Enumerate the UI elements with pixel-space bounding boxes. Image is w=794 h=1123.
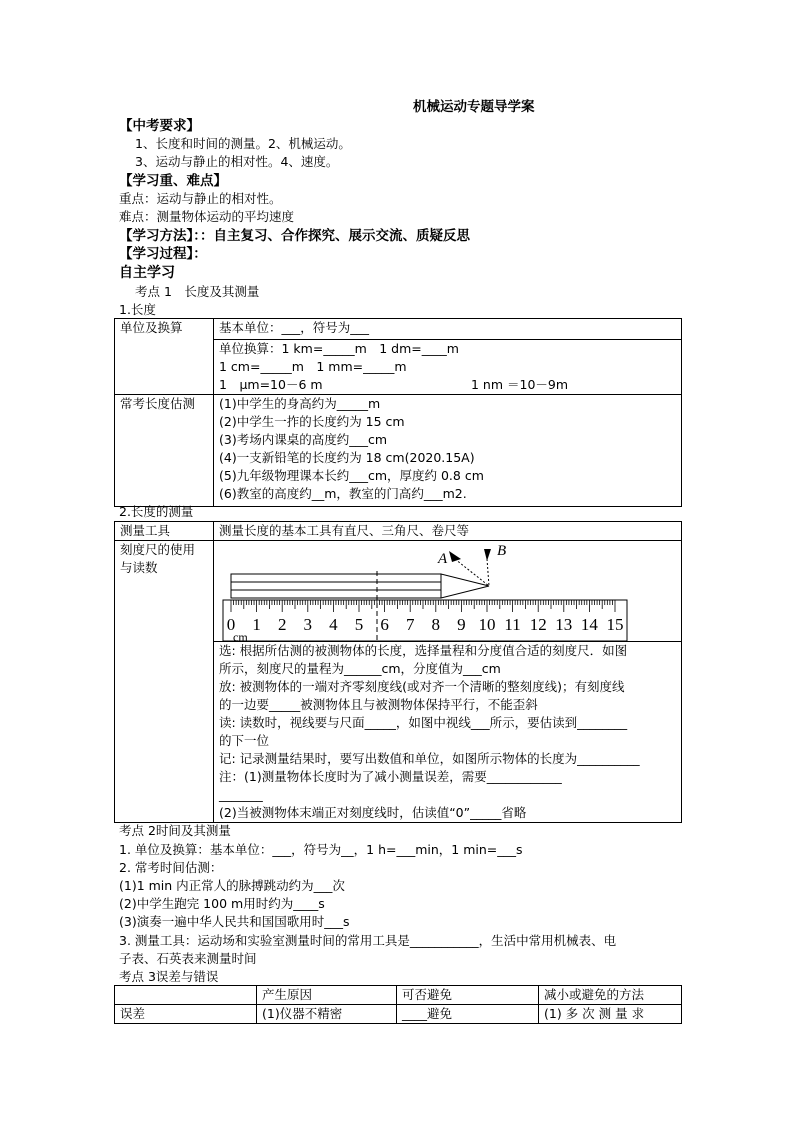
length-table [114,318,682,507]
text-line: 子表、石英表来测量时间 [119,951,257,966]
text-line: 注：(1)测量物体长度时为了减小测量误差，需要____________ [219,769,562,784]
ruler-number: 8 [431,615,441,634]
list-item: (5)九年级物理课本长约___cm，厚度约 0.8 cm [219,468,484,483]
table-cell: (1) 多 次 测 量 求 [539,1005,682,1024]
ruler-number: 14 [580,615,598,634]
ruler-unit: cm [233,630,248,641]
section-heading: 自主学习 [119,265,175,281]
text-line: 放: 被测物体的一端对齐零刻度线(或对齐一个清晰的整刻度线)；有刻度线 [219,679,625,694]
table-header: 可否避免 [397,986,539,1005]
section-heading: 【学习方法】：：自主复习、合作探究、展示交流、质疑反思 [119,228,470,244]
error-table [114,985,682,1024]
list-item: (6)教室的高度约__m，教室的门高约___m2. [219,486,467,501]
eye-a-icon [449,551,461,562]
ruler-numbers [227,615,624,634]
ruler-number: 10 [478,615,496,634]
text-line: 1.长度 [119,302,156,317]
section-heading: 考点 2时间及其测量 [119,823,231,838]
text-line: 单位换算：1 km=_____m 1 dm=____m [219,341,459,356]
text-line: 的一边要_____被测物体且与被测物体保持平行，不能歪斜 [219,697,538,712]
text-line: 难点：测量物体运动的平均速度 [119,209,295,224]
measure-table [114,521,682,823]
ruler-number: 4 [329,615,338,634]
list-item: (4)一支新铅笔的长度约为 18 cm(2020.15A) [219,450,475,465]
list-item: (3)考场内课桌的高度约___cm [219,432,388,447]
table-cell [214,395,682,507]
label-b: B [497,543,507,559]
ruler-number: 15 [606,615,624,634]
text-segment: 1 nm ＝10－9m [471,377,569,392]
text-line: 1 cm=_____m 1 mm=_____m [219,359,407,374]
table-header [115,986,257,1005]
ruler-figure [219,541,676,641]
section-heading: 考点 3误差与错误 [119,969,219,984]
ruler-ticks [231,600,615,612]
text-line: 与读数 [120,560,158,575]
text-line: 2. 常考时间估测： [119,860,223,875]
table-cell: 基本单位：___，符号为___ [214,319,682,340]
ruler-diagram [219,541,639,641]
table-cell [214,541,682,823]
section-heading: 【学习重、难点】 [119,173,227,189]
ruler-number: 11 [504,615,521,634]
ruler-number: 0 [226,615,236,634]
text-line: 1、长度和时间的测量。2、机械运动。 [135,136,351,151]
text-line: 重点：运动与静止的相对性。 [119,191,282,206]
text-line: 记: 记录测量结果时，要写出数值和单位，如图所示物体的长度为__________ [219,751,640,766]
ruler-number: 12 [529,615,547,634]
table-header: 减小或避免的方法 [539,986,682,1005]
list-item: (1)中学生的身高约为_____m [219,396,381,411]
table-cell: (1)仪器不精密 [257,1005,397,1024]
table-header: 产生原因 [257,986,397,1005]
list-item: (2)中学生一拃的长度约为 15 cm [219,414,405,429]
eye-b-icon [484,549,491,561]
ruler-number: 3 [303,615,313,634]
ruler-number: 9 [457,615,466,634]
table-cell [115,541,214,823]
section-heading: 【中考要求】 [119,118,200,134]
text-line: (1)1 min 内正常人的脉搏跳动约为___次 [119,878,345,893]
table-cell: 测量长度的基本工具有直尺、三角尺、卷尺等 [214,522,682,541]
text-line: _______ [219,787,263,802]
table-cell: 误差 [115,1005,257,1024]
text-line: 读: 读数时，视线要与尺面_____，如图中视线___所示，要估读到________ [219,715,628,730]
text-line: (3)演奏一遍中华人民共和国国歌用时___s [119,914,350,929]
text-line: 选: 根据所估测的被测物体的长度，选择量程和分度值合适的刻度尺．如图 [219,643,628,658]
text-line: (2)中学生跑完 100 m用时约为____s [119,896,325,911]
pencil [231,574,489,598]
text-line [219,376,676,394]
table-row [115,1005,682,1024]
sight-line-b [487,559,489,586]
table-cell: 常考长度估测 [115,395,214,507]
text-line: 1. 单位及换算：基本单位：___，符号为__，1 h=___min，1 min=___s [119,842,523,857]
table-cell: 测量工具 [115,522,214,541]
text-segment: 1 μm=10－6 m [219,377,323,392]
text-line: 刻度尺的使用 [120,542,196,557]
text-line: 2.长度的测量 [119,504,194,519]
table-cell [214,340,682,395]
page-title: 机械运动专题导学案 [413,99,535,115]
ruler-number: 7 [405,615,415,634]
table-cell: 单位及换算 [115,319,214,395]
text-line: 3、运动与静止的相对性。4、速度。 [135,154,339,169]
label-a: A [438,551,448,567]
text-line: (2)当被测物体末端正对刻度线时，估读值“0”_____省略 [219,805,527,820]
ruler-number: 6 [380,615,389,634]
table-cell: ____避免 [397,1005,539,1024]
text-line: 考点 1 长度及其测量 [135,284,260,299]
text-line: 所示，刻度尺的量程为______cm，分度值为___cm [219,661,501,676]
ruler-number: 2 [277,615,287,634]
section-heading: 【学习过程】： [119,246,207,262]
text-line: 的下一位 [219,733,270,748]
text-line: 3. 测量工具：运动场和实验室测量时间的常用工具是___________，生活中常用机械表、电 [119,933,617,948]
ruler-number: 5 [354,615,364,634]
ruler-number: 1 [252,615,261,634]
ruler-number: 13 [555,615,573,634]
